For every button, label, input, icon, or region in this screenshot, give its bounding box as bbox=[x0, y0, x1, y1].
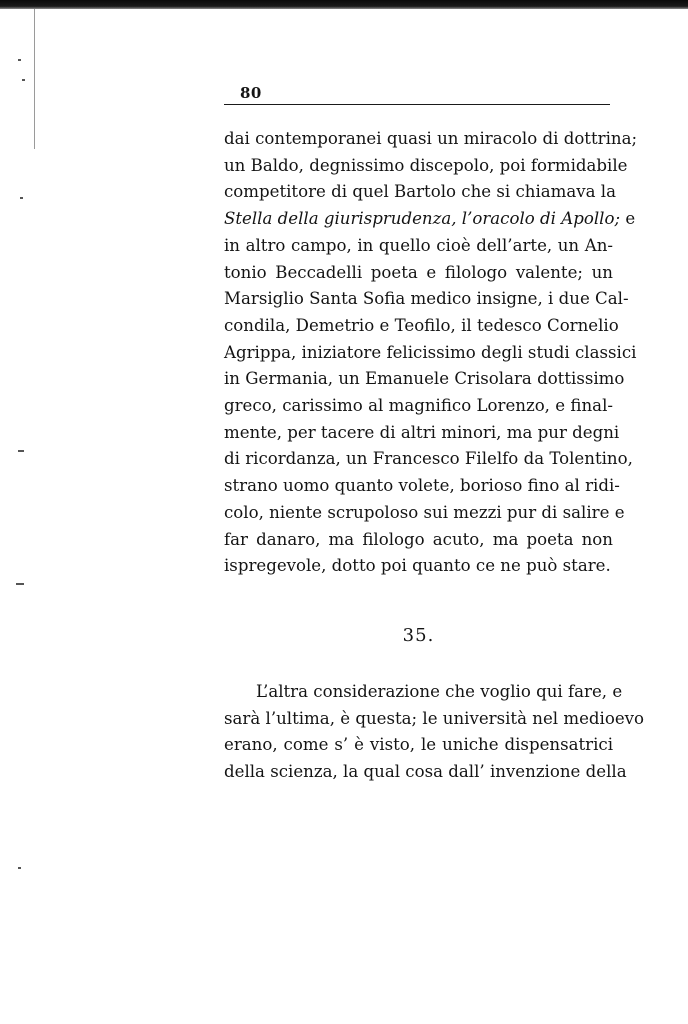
scan-top-edge bbox=[0, 0, 688, 9]
text-line: un Baldo, degnissimo discepolo, poi formidabile bbox=[224, 155, 628, 175]
header-rule bbox=[224, 104, 610, 105]
text-line: L’altra considerazione che voglio qui fare, e bbox=[256, 682, 623, 701]
text-line: Marsiglio Santa Sofia medico insigne, i due Cal- bbox=[224, 289, 629, 309]
text-line: della scienza, la qual cosa dall’ invenzione della bbox=[224, 762, 627, 782]
gutter-speck bbox=[18, 59, 21, 61]
text-line: far danaro, ma filologo acuto, ma poeta non bbox=[224, 529, 613, 549]
text-line: mente, per tacere di altri minori, ma pur degni bbox=[224, 422, 620, 442]
text-line-italic bbox=[224, 206, 636, 233]
gutter-rule bbox=[34, 9, 35, 149]
text-line: ispregevole, dotto poi quanto ce ne può stare. bbox=[224, 556, 611, 576]
gutter-speck bbox=[18, 867, 21, 869]
text-line: Agrippa, iniziatore felicissimo degli studi classici bbox=[224, 342, 637, 362]
text-fragment: e bbox=[620, 209, 636, 229]
text-line: in Germania, un Emanuele Crisolara dottissimo bbox=[224, 369, 625, 389]
text-line: sarà l’ultima, è questa; le università nel medioevo bbox=[224, 708, 645, 728]
text-line: condila, Demetrio e Teofilo, il tedesco Cornelio bbox=[224, 315, 619, 335]
text-line: strano uomo quanto volete, borioso fino al ridi- bbox=[224, 476, 620, 496]
gutter-speck bbox=[16, 583, 24, 585]
text-line: di ricordanza, un Francesco Filelfo da Tolentino, bbox=[224, 449, 633, 469]
text-line: in altro campo, in quello cioè dell’arte, un An- bbox=[224, 235, 613, 255]
gutter-speck bbox=[20, 197, 23, 199]
page-number: 80 bbox=[240, 84, 262, 102]
gutter-speck bbox=[18, 450, 24, 452]
text-line: colo, niente scrupoloso sui mezzi pur di salire e bbox=[224, 502, 625, 522]
text-line: tonio Beccadelli poeta e filologo valente; un bbox=[224, 262, 613, 282]
section-number: 35. bbox=[402, 625, 435, 646]
text-line: dai contemporanei quasi un miracolo di dottrina; bbox=[224, 129, 638, 148]
binding-gutter bbox=[0, 9, 44, 1024]
paragraph-body bbox=[224, 126, 638, 580]
text-line: greco, carissimo al magnifico Lorenzo, e final- bbox=[224, 396, 613, 416]
italic-phrase: Stella della giurisprudenza, l’oracolo di Apollo; bbox=[224, 209, 621, 229]
paragraph-body bbox=[224, 679, 645, 786]
gutter-speck bbox=[22, 79, 25, 81]
text-line: competitore di quel Bartolo che si chiamava la bbox=[224, 182, 617, 202]
text-line: erano, come s’ è visto, le uniche dispensatrici bbox=[224, 735, 613, 755]
